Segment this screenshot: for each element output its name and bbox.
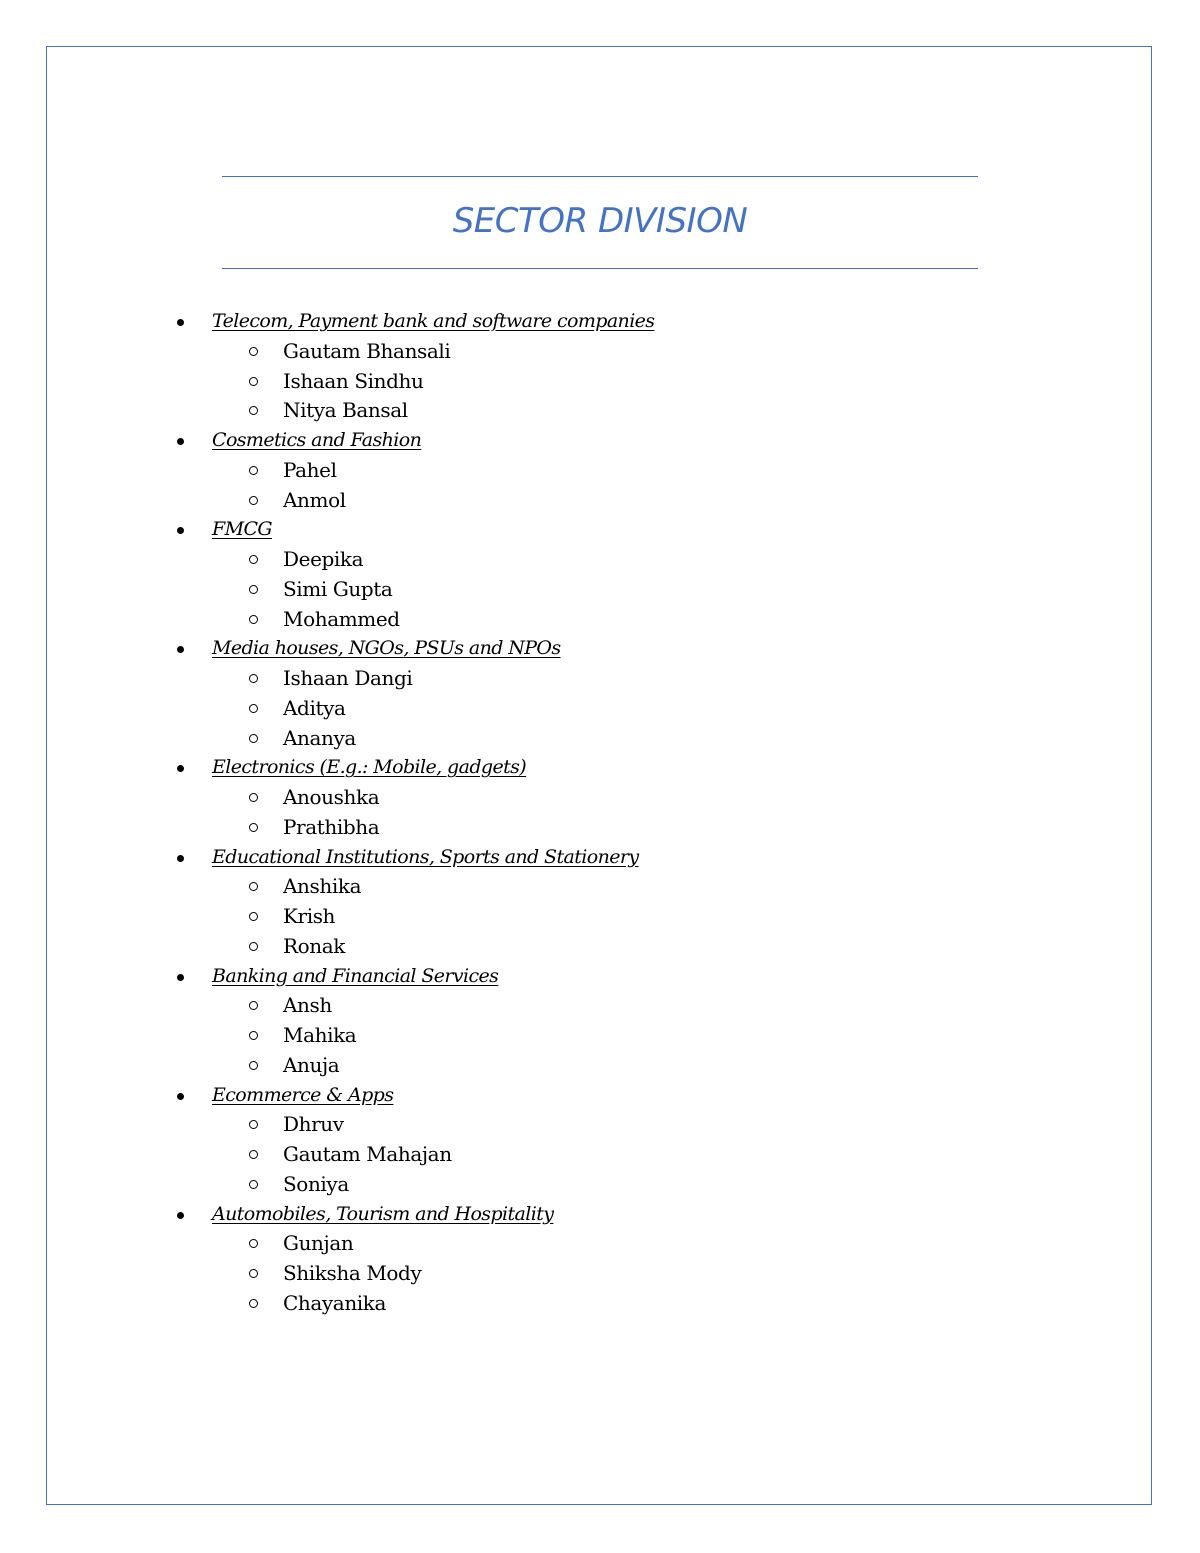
member-name: Soniya — [283, 1171, 349, 1196]
member-name: Prathibha — [283, 814, 380, 839]
circle-bullet-icon — [249, 734, 258, 743]
circle-bullet-icon — [249, 406, 258, 415]
circle-bullet-icon — [249, 1061, 258, 1070]
sector-item — [0, 962, 1200, 992]
member-name: Mohammed — [283, 606, 400, 631]
member-item — [0, 337, 1200, 367]
member-item — [0, 367, 1200, 397]
circle-bullet-icon — [249, 615, 258, 624]
bullet-icon — [177, 319, 184, 326]
member-item — [0, 1289, 1200, 1319]
circle-bullet-icon — [249, 823, 258, 832]
member-name: Nitya Bansal — [283, 398, 408, 423]
member-item — [0, 545, 1200, 575]
circle-bullet-icon — [249, 674, 258, 683]
circle-bullet-icon — [249, 347, 258, 356]
member-name: Simi Gupta — [283, 576, 393, 601]
circle-bullet-icon — [249, 1031, 258, 1040]
sector-label: Telecom, Payment bank and software companies — [212, 310, 655, 332]
sector-item — [0, 1081, 1200, 1111]
sector-item — [0, 1200, 1200, 1230]
member-item — [0, 1170, 1200, 1200]
circle-bullet-icon — [249, 1180, 258, 1189]
bullet-icon — [177, 765, 184, 772]
bullet-icon — [177, 855, 184, 862]
member-name: Anuja — [283, 1052, 340, 1077]
member-item — [0, 1259, 1200, 1289]
sector-label: Cosmetics and Fashion — [212, 429, 422, 451]
member-item — [0, 694, 1200, 724]
member-item — [0, 396, 1200, 426]
member-name: Anmol — [283, 487, 346, 512]
circle-bullet-icon — [249, 1001, 258, 1010]
sector-item — [0, 753, 1200, 783]
circle-bullet-icon — [249, 882, 258, 891]
circle-bullet-icon — [249, 1269, 258, 1278]
member-item — [0, 605, 1200, 635]
member-name: Gunjan — [283, 1231, 354, 1256]
member-name: Dhruv — [283, 1112, 344, 1137]
sector-label: Media houses, NGOs, PSUs and NPOs — [212, 637, 561, 660]
member-name: Krish — [283, 904, 336, 928]
circle-bullet-icon — [249, 585, 258, 594]
member-item — [0, 1051, 1200, 1081]
title-block — [222, 176, 978, 269]
sector-label: Ecommerce & Apps — [212, 1083, 394, 1106]
sector-item — [0, 515, 1200, 545]
member-item — [0, 1140, 1200, 1170]
sector-label: Educational Institutions, Sports and Stationery — [212, 845, 639, 868]
member-name: Anoushka — [283, 785, 380, 809]
member-name: Chayanika — [283, 1290, 387, 1315]
member-name: Gautam Bhansali — [283, 338, 451, 363]
member-name: Pahel — [283, 457, 337, 482]
member-item — [0, 902, 1200, 932]
member-name: Mahika — [283, 1023, 357, 1047]
circle-bullet-icon — [249, 912, 258, 921]
sector-label: Banking and Financial Services — [212, 964, 499, 987]
circle-bullet-icon — [249, 1120, 258, 1129]
member-name: Gautam Mahajan — [283, 1142, 452, 1166]
member-item — [0, 724, 1200, 754]
member-item — [0, 991, 1200, 1021]
member-item — [0, 486, 1200, 516]
sector-label: Electronics (E.g.: Mobile, gadgets) — [212, 756, 527, 779]
member-name: Ansh — [283, 993, 332, 1018]
bullet-icon — [177, 646, 184, 653]
circle-bullet-icon — [249, 496, 258, 505]
member-item — [0, 575, 1200, 605]
circle-bullet-icon — [249, 1299, 258, 1308]
sector-item — [0, 843, 1200, 873]
member-name: Aditya — [283, 695, 346, 720]
member-name: Anshika — [283, 874, 362, 899]
member-item — [0, 1229, 1200, 1259]
member-item — [0, 872, 1200, 902]
member-item — [0, 932, 1200, 962]
sector-item — [0, 307, 1200, 337]
member-item — [0, 783, 1200, 813]
member-item — [0, 1110, 1200, 1140]
bullet-icon — [177, 438, 184, 445]
member-item — [0, 813, 1200, 843]
circle-bullet-icon — [249, 942, 258, 951]
sector-item — [0, 426, 1200, 456]
circle-bullet-icon — [249, 1239, 258, 1248]
member-name: Shiksha Mody — [283, 1261, 422, 1285]
bullet-icon — [177, 527, 184, 534]
member-item — [0, 456, 1200, 486]
circle-bullet-icon — [249, 466, 258, 475]
sector-item — [0, 634, 1200, 664]
circle-bullet-icon — [249, 793, 258, 802]
sector-label: FMCG — [212, 518, 272, 541]
sector-label: Automobiles, Tourism and Hospitality — [212, 1202, 554, 1225]
member-name: Ishaan Dangi — [283, 666, 413, 690]
bullet-icon — [177, 1093, 184, 1100]
member-item — [0, 664, 1200, 694]
member-item — [0, 1021, 1200, 1051]
bullet-icon — [177, 1212, 184, 1219]
circle-bullet-icon — [249, 555, 258, 564]
circle-bullet-icon — [249, 1150, 258, 1159]
member-name: Deepika — [283, 547, 364, 571]
sector-list — [0, 307, 1200, 1319]
member-name: Ananya — [283, 725, 356, 750]
bullet-icon — [177, 974, 184, 981]
member-name: Ishaan Sindhu — [283, 368, 424, 393]
page-title: SECTOR DIVISION — [452, 201, 748, 241]
circle-bullet-icon — [249, 704, 258, 713]
circle-bullet-icon — [249, 377, 258, 386]
member-name: Ronak — [283, 933, 346, 958]
